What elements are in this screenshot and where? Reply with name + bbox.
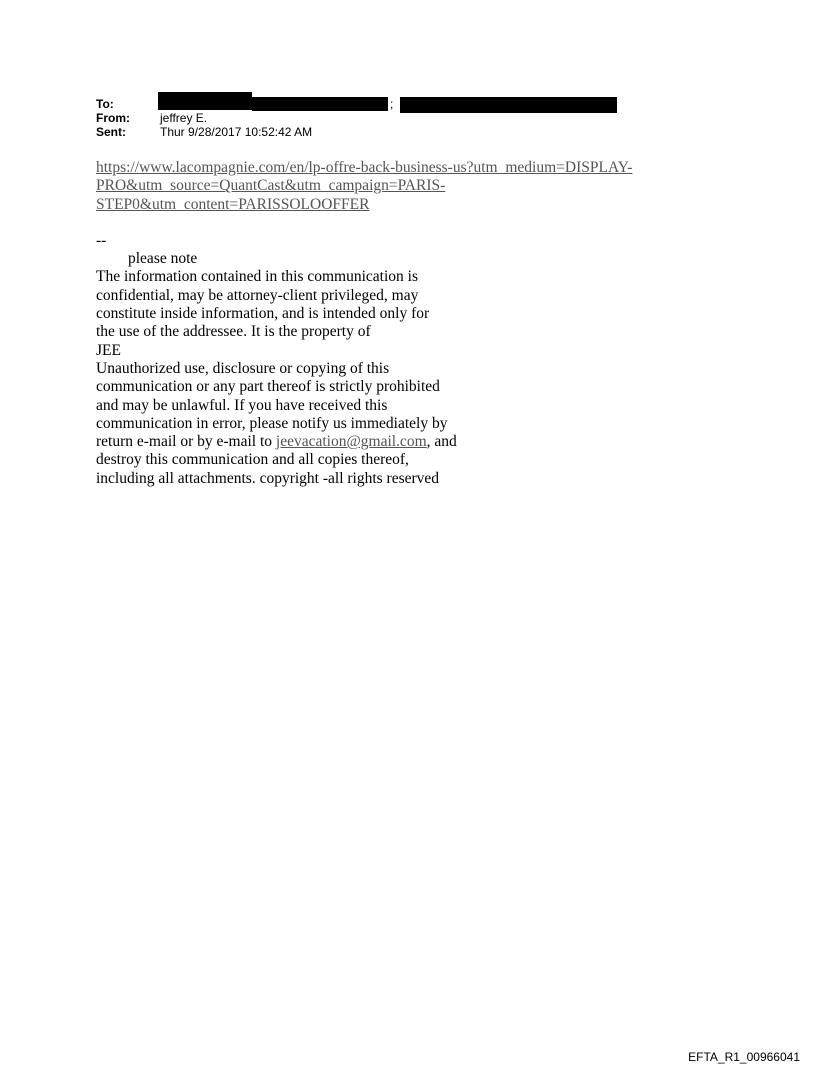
disclaimer-line: the use of the addressee. It is the property of <box>96 323 371 341</box>
disclaimer-line: destroy this communication and all copies thereof, <box>96 451 409 469</box>
offer-link-line: PRO&utm_source=QuantCast&utm_campaign=PARIS- <box>96 177 446 195</box>
disclaimer-line: constitute inside information, and is intended only for <box>96 305 430 323</box>
offer-link-line: STEP0&utm_content=PARISSOLOOFFER <box>96 195 370 213</box>
disclaimer-line: JEE <box>96 341 121 359</box>
notify-prefix: return e-mail or by e-mail to <box>96 433 276 451</box>
redaction-bar <box>400 97 617 113</box>
recipient-separator: ; <box>390 97 394 111</box>
to-label: To: <box>96 97 114 111</box>
from-value: jeffrey E. <box>160 111 208 125</box>
please-note-heading: please note <box>128 250 198 268</box>
contact-email-link[interactable]: jeevacation@gmail.com <box>275 433 427 451</box>
disclaimer-line: Unauthorized use, disclosure or copying of this <box>96 359 390 377</box>
redaction-bar <box>252 97 388 111</box>
disclaimer-line: communication in error, please notify us immediately by <box>96 414 448 432</box>
signature-dash: -- <box>96 231 107 249</box>
disclaimer-line: confidential, may be attorney-client privileged, may <box>96 286 419 304</box>
offer-link[interactable] <box>96 159 656 214</box>
redaction-bar <box>158 92 252 110</box>
disclaimer-line: The information contained in this communication is <box>96 268 418 286</box>
sent-label: Sent: <box>96 125 126 139</box>
spacer <box>96 214 696 232</box>
offer-link-line: https://www.lacompagnie.com/en/lp-offre-back-business-us?utm_medium=DISPLAY- <box>96 159 633 176</box>
disclaimer-line: including all attachments. copyright -all rights reserved <box>96 469 440 487</box>
disclaimer-line: communication or any part thereof is strictly prohibited <box>96 378 440 396</box>
document-id: EFTA_R1_00966041 <box>688 1050 800 1064</box>
notify-suffix: , and <box>426 433 457 451</box>
sent-value: Thur 9/28/2017 10:52:42 AM <box>160 125 313 139</box>
from-label: From: <box>96 111 130 125</box>
disclaimer-line: and may be unlawful. If you have received this <box>96 396 388 414</box>
email-body <box>96 159 696 488</box>
disclaimer-line <box>96 433 696 451</box>
